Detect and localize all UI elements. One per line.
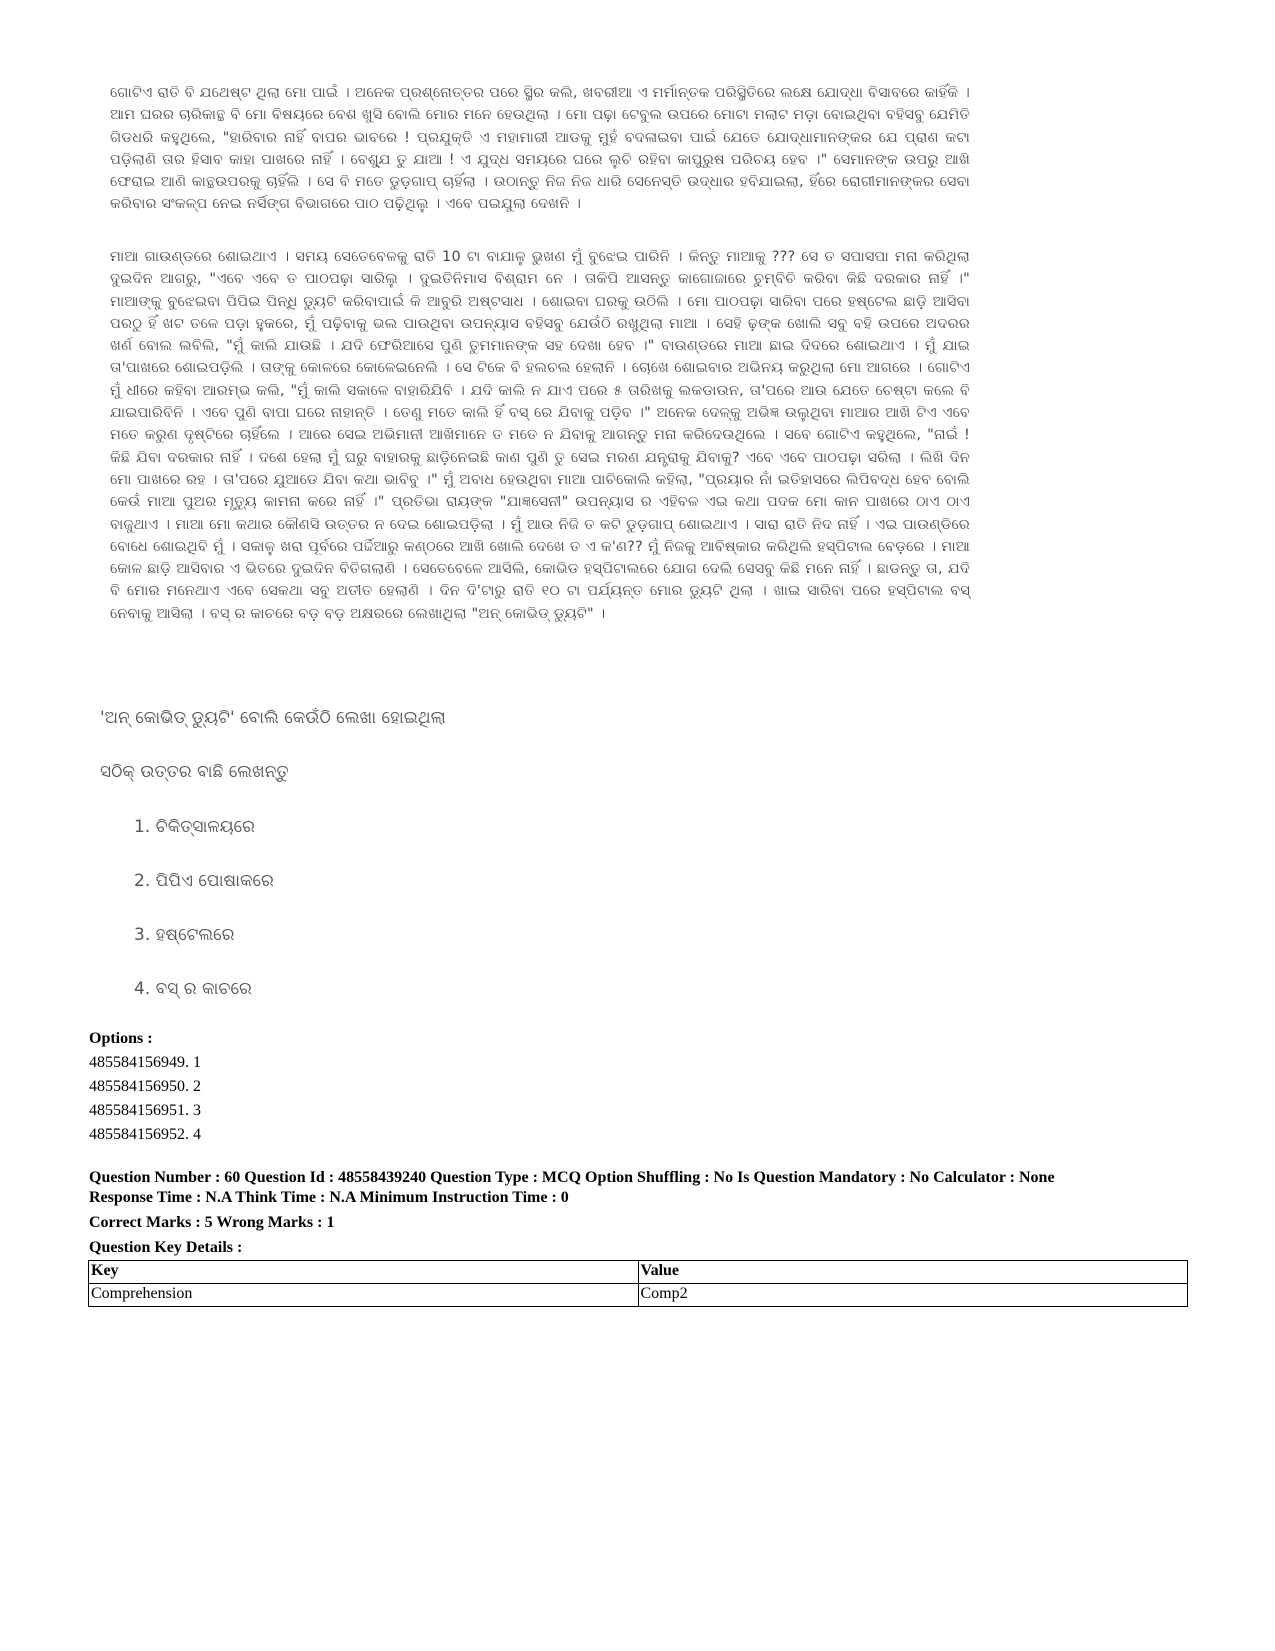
- question-key-table: [88, 1260, 1188, 1307]
- table-header-row: [89, 1261, 1188, 1284]
- options-list: [89, 1027, 201, 1147]
- table-row: [89, 1284, 1188, 1307]
- choice-3: 3. ହଷ୍ଟେଲରେ: [134, 925, 235, 945]
- table-header-value: Value: [638, 1261, 1188, 1284]
- option-item: 485584156950. 2: [89, 1078, 201, 1095]
- choice-4: 4. ବସ୍ ର କାଚରେ: [134, 979, 252, 999]
- meta-line-question-info: Question Number : 60 Question Id : 48558439240 Question Type : MCQ Option Shuffling : No Is Question Mandatory : No Calculator : None: [89, 1169, 1055, 1186]
- table-cell-value: Comp2: [638, 1284, 1188, 1307]
- question-instruction: ସଠିକ୍ ଉତ୍ତର ବାଛି ଲେଖନ୍ତୁ: [100, 762, 289, 782]
- meta-line-timing: Response Time : N.A Think Time : N.A Minimum Instruction Time : 0: [89, 1189, 569, 1206]
- options-title: Options :: [89, 1030, 153, 1047]
- passage-paragraph-1: ଗୋଟିଏ ରାତି ବି ଯଥେଷ୍ଟ ଥିଲା ମୋ ପାଇଁ । ଅନେକ ପ୍ରଶ୍ନୋତ୍ତର ପରେ ସ୍ଥିର କଲି, ଖବରୀଆ ଏ ମର୍ମାନ୍ତକ ପରିସ୍ଥିତିରେ ଲକ୍ଷେ ଯୋଦ୍ଧା ବିସାବରେ କାହିଁକି । ଆମ ଘରର ଚାରିକାନ୍ଥ ବି ମୋ ବିଷୟରେ ବେଶ ଖୁସି ବୋଲି ମୋର ମନେ ହେଉଥିଲା । ମୋ ପଢ଼ା ଟେବୁଲ ଉପରେ ମୋଟା ମଲାଟ ମଡ଼ା ବୋଇଥିବା ବହିସବୁ ଯେମିତି ଗିଡଧରି କହୁଥିଲେ, "ହାରିବାର ନାହିଁ ବାପର ଭାବରେ ! ପ୍ରଯୁକ୍ତି ଏ ମହାମାରୀ ଆଡକୁ ମୁହଁ ବଦଳାଇବା ପାଇଁ ଯେତେ ଯୋଦ୍ଧାମାନଙ୍କର ଯେ ପ୍ରାଣ କଟା ପଡ଼ିଲାଣି ତାର ହିସାବ କାହା ପାଖରେ ନାହିଁ । ବେଶ୍ଯୁ ତୁ ଯାଆ ! ଏ ଯୁଦ୍ଧ ସମୟରେ ଘରେ ଲୁଚି ରହିବା କାପୁରୁଷ ପରିଚୟ ହେବ ।" ସେମାନଙ୍କ ଉପରୁ ଆଖି ଫେରାଇ ଆଣି କାନ୍ଥଉପରକୁ ଚାହିଁଲି । ସେ ବି ମତେ ଡୁଡ଼ଗାପ୍ ଚାହିଁଲା । ଉଠାନ୍ତୁ ନିଜ ନିଜ ଧାରି ସେନେସ୍ତି ଉଦ୍ଧାର ହବିଯାଇଲା, ହିଁରେ ରୋଗୀମାନଙ୍କର ସେବା କରିବାର ସଂକଳ୍ପ ନେଇ ନର୍ସିଙ୍ଗ ବିଭାଗରେ ପାଠ ପଢ଼ିଥିଲୁ । ଏବେ ପଇଯୁଲା ଦେଖନି ।: [110, 85, 970, 213]
- table-cell-key: Comprehension: [89, 1284, 639, 1307]
- meta-line-key-details: Question Key Details :: [89, 1239, 243, 1256]
- choice-1: 1. ଚିକିତ୍ସାଳୟରେ: [134, 817, 256, 837]
- option-item: 485584156951. 3: [89, 1102, 201, 1119]
- meta-line-marks: Correct Marks : 5 Wrong Marks : 1: [89, 1214, 335, 1231]
- option-item: 485584156952. 4: [89, 1126, 201, 1143]
- passage-paragraph-2: ମାଆ ଗାଉଣ୍ଡରେ ଶୋଇଥାଏ । ସମୟ ସେତେବେଳକୁ ରାତି 10 ଟା ବାଯାଳୁ ଭୁଖଣ ମୁଁ ବୁଝେଇ ପାରିନି । କିନ୍ତୁ ମାଆକୁ ??? ସେ ତ ସପାସପା ମନା କରିଥିଲା ଦୁଇଦିନ ଆଗରୁ, "ଏବେ ଏବେ ତ ପାଠପଢ଼ା ସାରିଲୁ । ଦୁଇତିନିମାସ ବିଶ୍ରାମ ନେ । ତାକିପି ଆସନ୍ତୁ କାଗୋଜାରେ ଚୁମ୍ବିଚି କରିବା କିଛି ଦରକାର ନାହିଁ ।" ମାଆଙ୍କୁ ବୁଝେଇବା ପିପିଇ ପିନ୍ଧି ଡ୍ୟୁଟି କରିବାପାଇଁ କି ଆବୁରି ଅଷ୍ଟସାଧ । ଶୋଇବା ଘରକୁ ଉଠିଲି । ମୋ ପାଠପଢ଼ା ସାରିବା ପରେ ହଷ୍ଟେଲ ଛାଡ଼ି ଆସିବା ପରଠୁ ହିଁ ଖଟ ତଳେ ପଡ଼ା ହୁକରେ, ମୁଁ ପଢ଼ିବାକୁ ଭଲ ପାଉଥିବା ଉପନ୍ୟାସ ବହିସବୁ ଯେଉଁଠି ରଖୁଥିଲା ମାଆ । ସେହି ଢ଼ଙ୍କ ଖୋଲି ସବୁ ବହି ଉପରେ ଅଦରର ଖର୍ଣ ବୋଲ ଲବିଲି, "ମୁଁ କାଲି ଯାଉଛି । ଯଦି ଫେରିଆସେ ପୁଣି ତୁମମାନଙ୍କ ସହ ଦେଖା ହେବ ।" ବାଉଣ୍ଡରେ ମାଆ ଛାଇ ଦିଦରେ ଶୋଇଥାଏ । ମୁଁ ଯାଇ ତା'ପାଖରେ ଶୋଇପଡ଼ିଲି । ତାଙ୍କୁ କୋଳରେ କୋଳେଇନେଲି । ସେ ଟିକେ ବି ହଲଚଲ ହେଲାନି । ଚୋଖେ ଶୋଇବାର ଅଭିନୟ କରୁଥିଲା ମୋ ଆଗରେ । ଗୋଟିଏ ମୁଁ ଧୀରେ କହିବା ଆରମ୍ଭ କଲି, "ମୁଁ କାଲି ସକାଳେ ବାହାରିଯିବି । ଯଦି କାଲି ନ ଯାଏ ପରେ ୫ ତାରିଖକୁ ଲକଡାଉନ, ତା'ପରେ ଆଉ ଯେତେ ଚେଷ୍ଟା କଲେ ବି ଯାଇପାରିବିନି । ଏବେ ପୁଣି ବାପା ଘରେ ନାହାନ୍ତି । ତେଣୁ ମତେ କାଲି ହିଁ ବସ୍ ରେ ଯିବାକୁ ପଡ଼ିବ ।" ଅନେକ ଦେଳ୍କୁ ଅଭିଜ୍ଞ ଉଲୁଥିବା ମାଆର ଆଖି ଟିଏ ଏବେ ମତେ କରୁଣ ଦୃଷ୍ଟିରେ ଚାହିଁଲେ । ଆରେ ସେଇ ଅଭିମାନୀ ଆଖିମାନେ ତ ମତେ ନ ଯିବାକୁ ଆଗନ୍ତୁ ମନା କରିଦେଉଥିଲେ । ସବେ ଗୋଟିଏ କହୁଥିଲେ, "ନାଇଁ ! କିଛି ଯିବା ଦରକାର ନାହିଁ । ଦଶେ ହେଲା ମୁଁ ଘରୁ ବାହାରକୁ ଛାଡ଼ିନେଇଛି କାଣ ପୁଣି ତୁ ସେଇ ମରଣ ଯନ୍ତ୍ରାକୁ ଯିବାକୁ? ଏବେ ଏବେ ପାଠପଢ଼ା ସରିଲା । ଲିଖି ଦିନ ମୋ ପାଖରେ ରହ । ତା'ପରେ ଯୁଆଡେ ଯିବା କଥା ଭାବିବୁ ।" ମୁଁ ଅବାଧ ହେଉଥିବା ମାଆ ପାଚିକୋଲି କହିଲା, "ପ୍ରୟାର ନାଁ ଇତିହାସରେ ଲିପିବଦ୍ଧ ହେବ ବୋଲି କେଉଁ ମାଆ ପୁଅର ମୃତ୍ୟୁ କାମନା କରେ ନାହିଁ ।" ପ୍ରତିଭା ରାୟଙ୍କ "ଯାଜ୍ଞସେନୀ" ଉପନ୍ୟାସ ର ଏହିବଳ ଏଇ କଥା ପଦକ ମୋ କାନ ପାଖରେ ଠାଏ ଠାଏ ବାଜୁଥାଏ । ମାଆ ମୋ କଥାର କୌଣସି ଉତ୍ତର ନ ଦେଇ ଶୋଇପଡ଼ିଲା । ମୁଁ ଆଉ ନିଜି ତ କଟି ଡୁଡ଼ଗାପ୍ ଶୋଇଥାଏ । ସାରା ରାତି ନିଦ ନାହିଁ । ଏଇ ପାଉଣ୍ଡିରେ ବୋଧେ ଶୋଇଥିବି ମୁଁ । ସକାଳୁ ଖରା ପୂର୍ବରେ ପର୍ଦ୍ଦିଆରୁ କଣ୍ଠରେ ଆଖି ଖୋଲି ଦେଖେ ତ ଏ କ'ଣ?? ମୁଁ ନିଜକୁ ଆବିଷ୍କାର କରିଥିଲି ହସ୍ପିଟାଲ ବେଡ଼ରେ । ମାଆ କୋଳ ଛାଡ଼ି ଆସିବାର ଏ ଭିତରେ ଦୁଇଦିନ ବିତିଗଲାଣି । ସେତେବେଳେ ଆସିଲି, କୋଭିଡ ହସ୍ପିଟାଲରେ ଯୋଗ ଦେଲି ସେସବୁ କିଛି ମନେ ନାହିଁ । ଛାଡନ୍ତୁ ତା, ଯଦି ବି ମୋର ମନେଥାଏ ଏବେ ସେକଥା ସବୁ ଅତୀତ ହେଲାଣି । ଦିନ ଦି'ଟାରୁ ରାତି ୧୦ ଟା ପର୍ଯ୍ୟନ୍ତ ମୋର ଡ୍ୟୁଟି ଥିଲା । ଖାଇ ସାରିବା ପରେ ହସ୍ପିଟାଲ ବସ୍ ନେବାକୁ ଆସିଲା । ବସ୍ ର କାଚରେ ବଡ଼ ବଡ଼ ଅକ୍ଷରରେ ଲେଖାଥିଲା "ଅନ୍ କୋଭିଡ୍ ଡ୍ୟୁଟି" ।: [110, 249, 970, 622]
- question-metadata: [89, 1168, 1189, 1258]
- option-item: 485584156949. 1: [89, 1054, 201, 1071]
- choice-2: 2. ପିପିଏ ପୋଷାକରେ: [134, 871, 274, 891]
- table-header-key: Key: [89, 1261, 639, 1284]
- question-image: [100, 72, 980, 1012]
- question-stem: 'ଅନ୍ କୋଭିଡ୍ ଡ୍ୟୁଟି' ବୋଲି କେଉଁଠି ଲେଖା ହୋଇଥିଲା: [100, 708, 446, 728]
